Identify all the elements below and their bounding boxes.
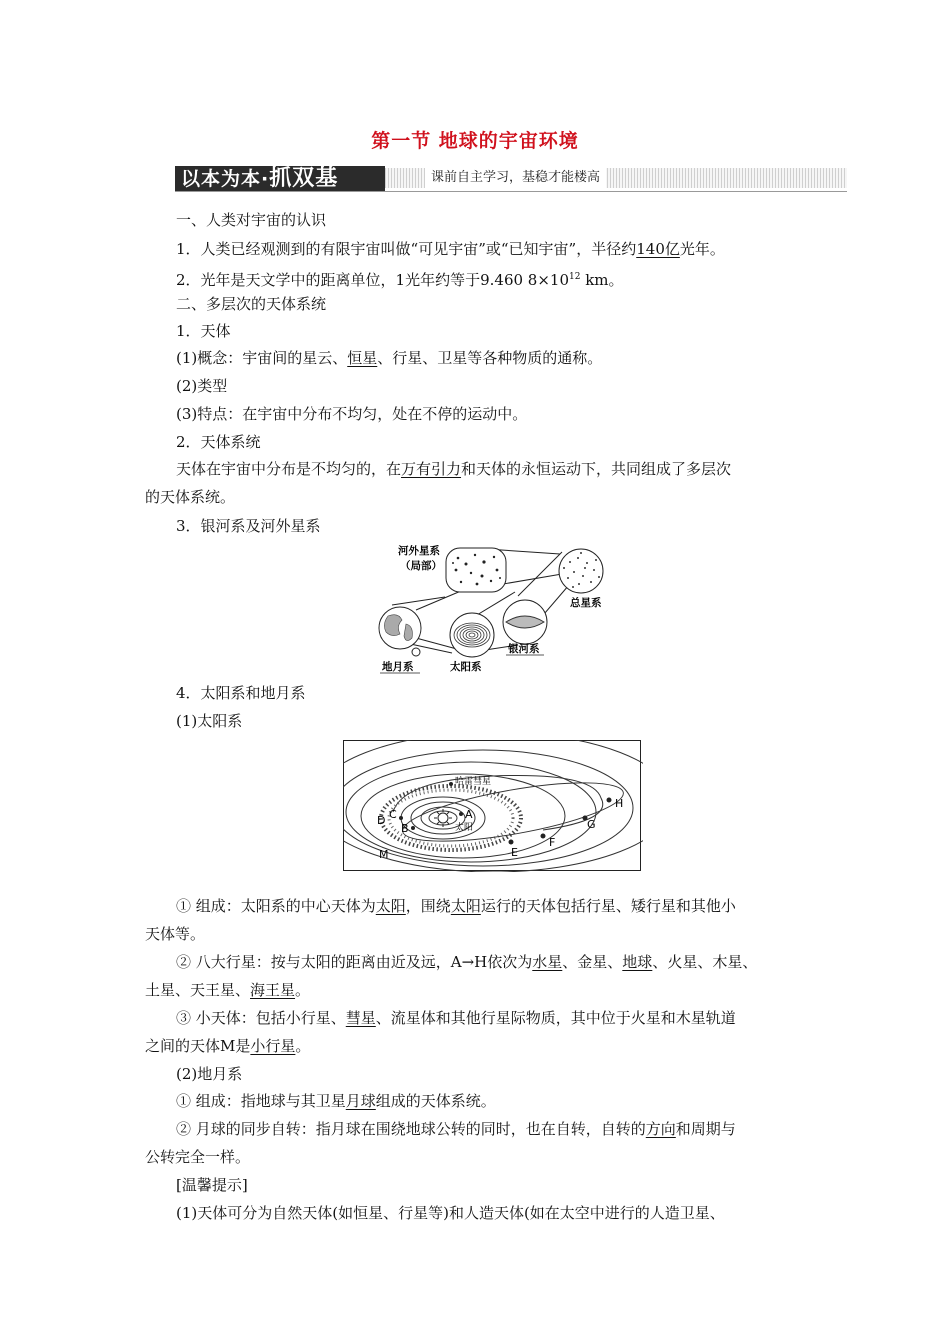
para-system-2: 的天体系统。 <box>145 488 236 506</box>
label-planet-e: E <box>511 846 518 859</box>
subheading-celestial-body: 1．天体 <box>176 322 231 340</box>
label-planet-h: H <box>615 797 624 810</box>
subheading-system: 2．天体系统 <box>176 433 261 451</box>
para-composition-2: 天体等。 <box>145 925 206 943</box>
moon-icon <box>412 648 420 656</box>
label-universe: 总星系 <box>570 597 602 609</box>
banner-subtitle: 课前自主学习，基稳才能楼高 <box>425 166 606 190</box>
para-planets-2: 土星、天王星、海王星。 <box>145 981 311 999</box>
para-earth-moon-composition: ① 组成：指地球与其卫星月球组成的天体系统。 <box>176 1092 496 1110</box>
label-halley-comet: 哈雷彗星 <box>455 777 492 787</box>
subheading-solar: (1)太阳系 <box>176 712 243 730</box>
heading-2: 二、多层次的天体系统 <box>176 295 327 313</box>
para-features: (3)特点：在宇宙中分布不均匀，处在不停的运动中。 <box>176 405 528 423</box>
page-title: 第一节 地球的宇宙环境 <box>371 130 579 152</box>
label-earth-moon: 地月系 <box>382 661 414 673</box>
para-types: (2)类型 <box>176 377 228 395</box>
label-planet-c: C <box>389 808 397 821</box>
universe-icon <box>559 549 603 593</box>
subheading-earth-moon: (2)地月系 <box>176 1065 243 1083</box>
label-extragalactic-local: （局部） <box>400 560 442 572</box>
label-planet-a: A <box>465 808 473 821</box>
para-planets-1: ② 八大行星：按与太阳的距离由近及远，A→H依次为水星、金星、地球、火星、木星、 <box>176 953 758 971</box>
para-1-2: 2．光年是天文学中的距离单位，1光年约等于9.460 $8\times 10^{12}$ km。 <box>176 271 624 289</box>
label-planet-g: G <box>587 818 596 831</box>
celestial-system-diagram <box>370 540 620 680</box>
para-1-1: 1．人类已经观测到的有限宇宙叫做“可见宇宙”或“已知宇宙”，半径约140亿光年。 <box>176 240 725 258</box>
tip-line-1: (1)天体可分为自然天体(如恒星、行星等)和人造天体(如在太空中进行的人造卫星、 <box>176 1204 725 1222</box>
para-small-bodies-1: ③ 小天体：包括小行星、彗星、流星体和其他行星际物质，其中位于火星和木星轨道 <box>176 1009 736 1027</box>
label-solar-system: 太阳系 <box>450 661 482 673</box>
heading-1: 一、人类对宇宙的认识 <box>176 211 327 229</box>
para-synchronous-1: ② 月球的同步自转：指月球在围绕地球公转的同时，也在自转，自转的方向和周期与 <box>176 1120 736 1138</box>
solar-system-orbit-diagram <box>343 740 643 872</box>
label-sun: 太阳 <box>455 823 474 833</box>
label-planet-f: F <box>549 836 556 849</box>
para-synchronous-2: 公转完全一样。 <box>145 1148 251 1166</box>
subheading-galaxy: 3．银河系及河外星系 <box>176 517 321 535</box>
label-extragalactic: 河外星系 <box>398 545 440 557</box>
section-banner <box>175 166 847 192</box>
label-planet-b: B <box>401 822 409 835</box>
para-system-1: 天体在宇宙中分布是不均匀的，在万有引力和天体的永恒运动下，共同组成了多层次 <box>176 460 732 478</box>
para-composition-1: ① 组成：太阳系的中心天体为太阳，围绕太阳运行的天体包括行星、矮行星和其他小 <box>176 897 736 915</box>
label-asteroid-m: M <box>379 848 389 861</box>
label-planet-d: D <box>377 814 386 827</box>
subheading-solar-earth-moon: 4．太阳系和地月系 <box>176 684 306 702</box>
tip-heading: [温馨提示] <box>176 1176 248 1194</box>
banner-label: 以本为本·抓双基 <box>175 166 385 191</box>
para-concept: (1)概念：宇宙间的星云、恒星、行星、卫星等各种物质的通称。 <box>176 349 603 367</box>
label-milky-way: 银河系 <box>508 643 540 655</box>
banner-rule <box>175 191 847 192</box>
para-small-bodies-2: 之间的天体M是小行星。 <box>145 1037 311 1055</box>
